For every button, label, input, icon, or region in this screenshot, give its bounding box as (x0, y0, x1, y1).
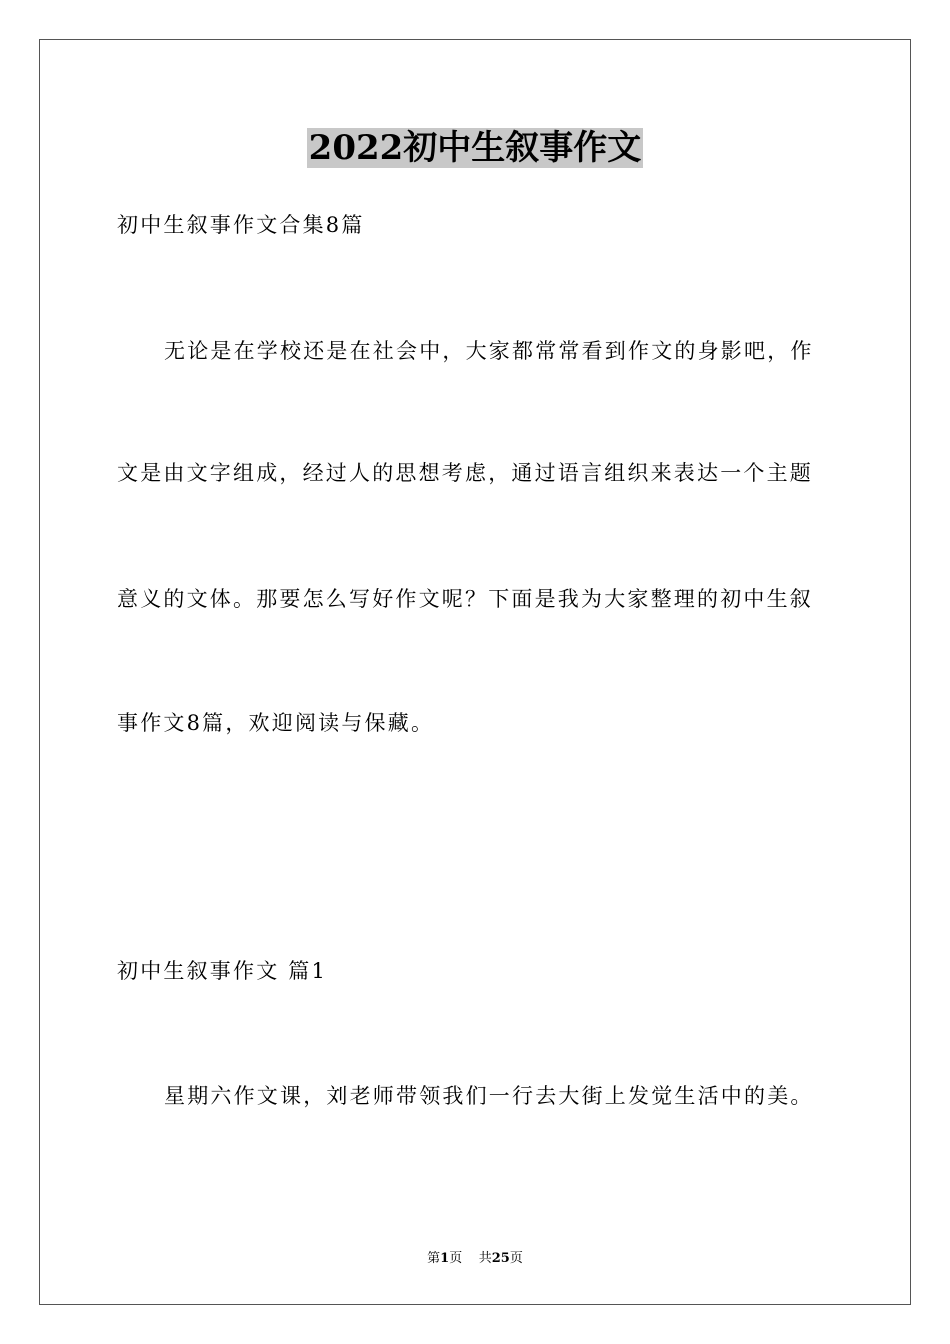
document-title (0, 126, 950, 170)
footer-total-prefix: 共 (478, 1251, 492, 1266)
intro-line-4: 事作文8篇，欢迎阅读与保藏。 (117, 711, 435, 735)
document-subtitle: 初中生叙事作文合集8篇 (117, 213, 365, 237)
footer-page-suffix: 页 (449, 1251, 463, 1266)
footer-total-suffix: 页 (509, 1251, 523, 1266)
footer-page-number: 1 (440, 1251, 450, 1266)
section-line-1: 星期六作文课，刘老师带领我们一行去大街上发觉生活中的美。 (164, 1084, 814, 1108)
page-footer (0, 1247, 950, 1266)
footer-total-pages: 25 (491, 1251, 510, 1266)
section-heading: 初中生叙事作文 篇1 (117, 959, 328, 983)
intro-line-2: 文是由文字组成，经过人的思想考虑，通过语言组织来表达一个主题 (117, 461, 813, 485)
intro-line-1: 无论是在学校还是在社会中，大家都常常看到作文的身影吧，作 (164, 339, 814, 363)
footer-page-prefix: 第 (427, 1251, 441, 1266)
document-title-text: 2022初中生叙事作文 (308, 128, 642, 168)
intro-line-3: 意义的文体。那要怎么写好作文呢？下面是我为大家整理的初中生叙 (117, 587, 813, 611)
